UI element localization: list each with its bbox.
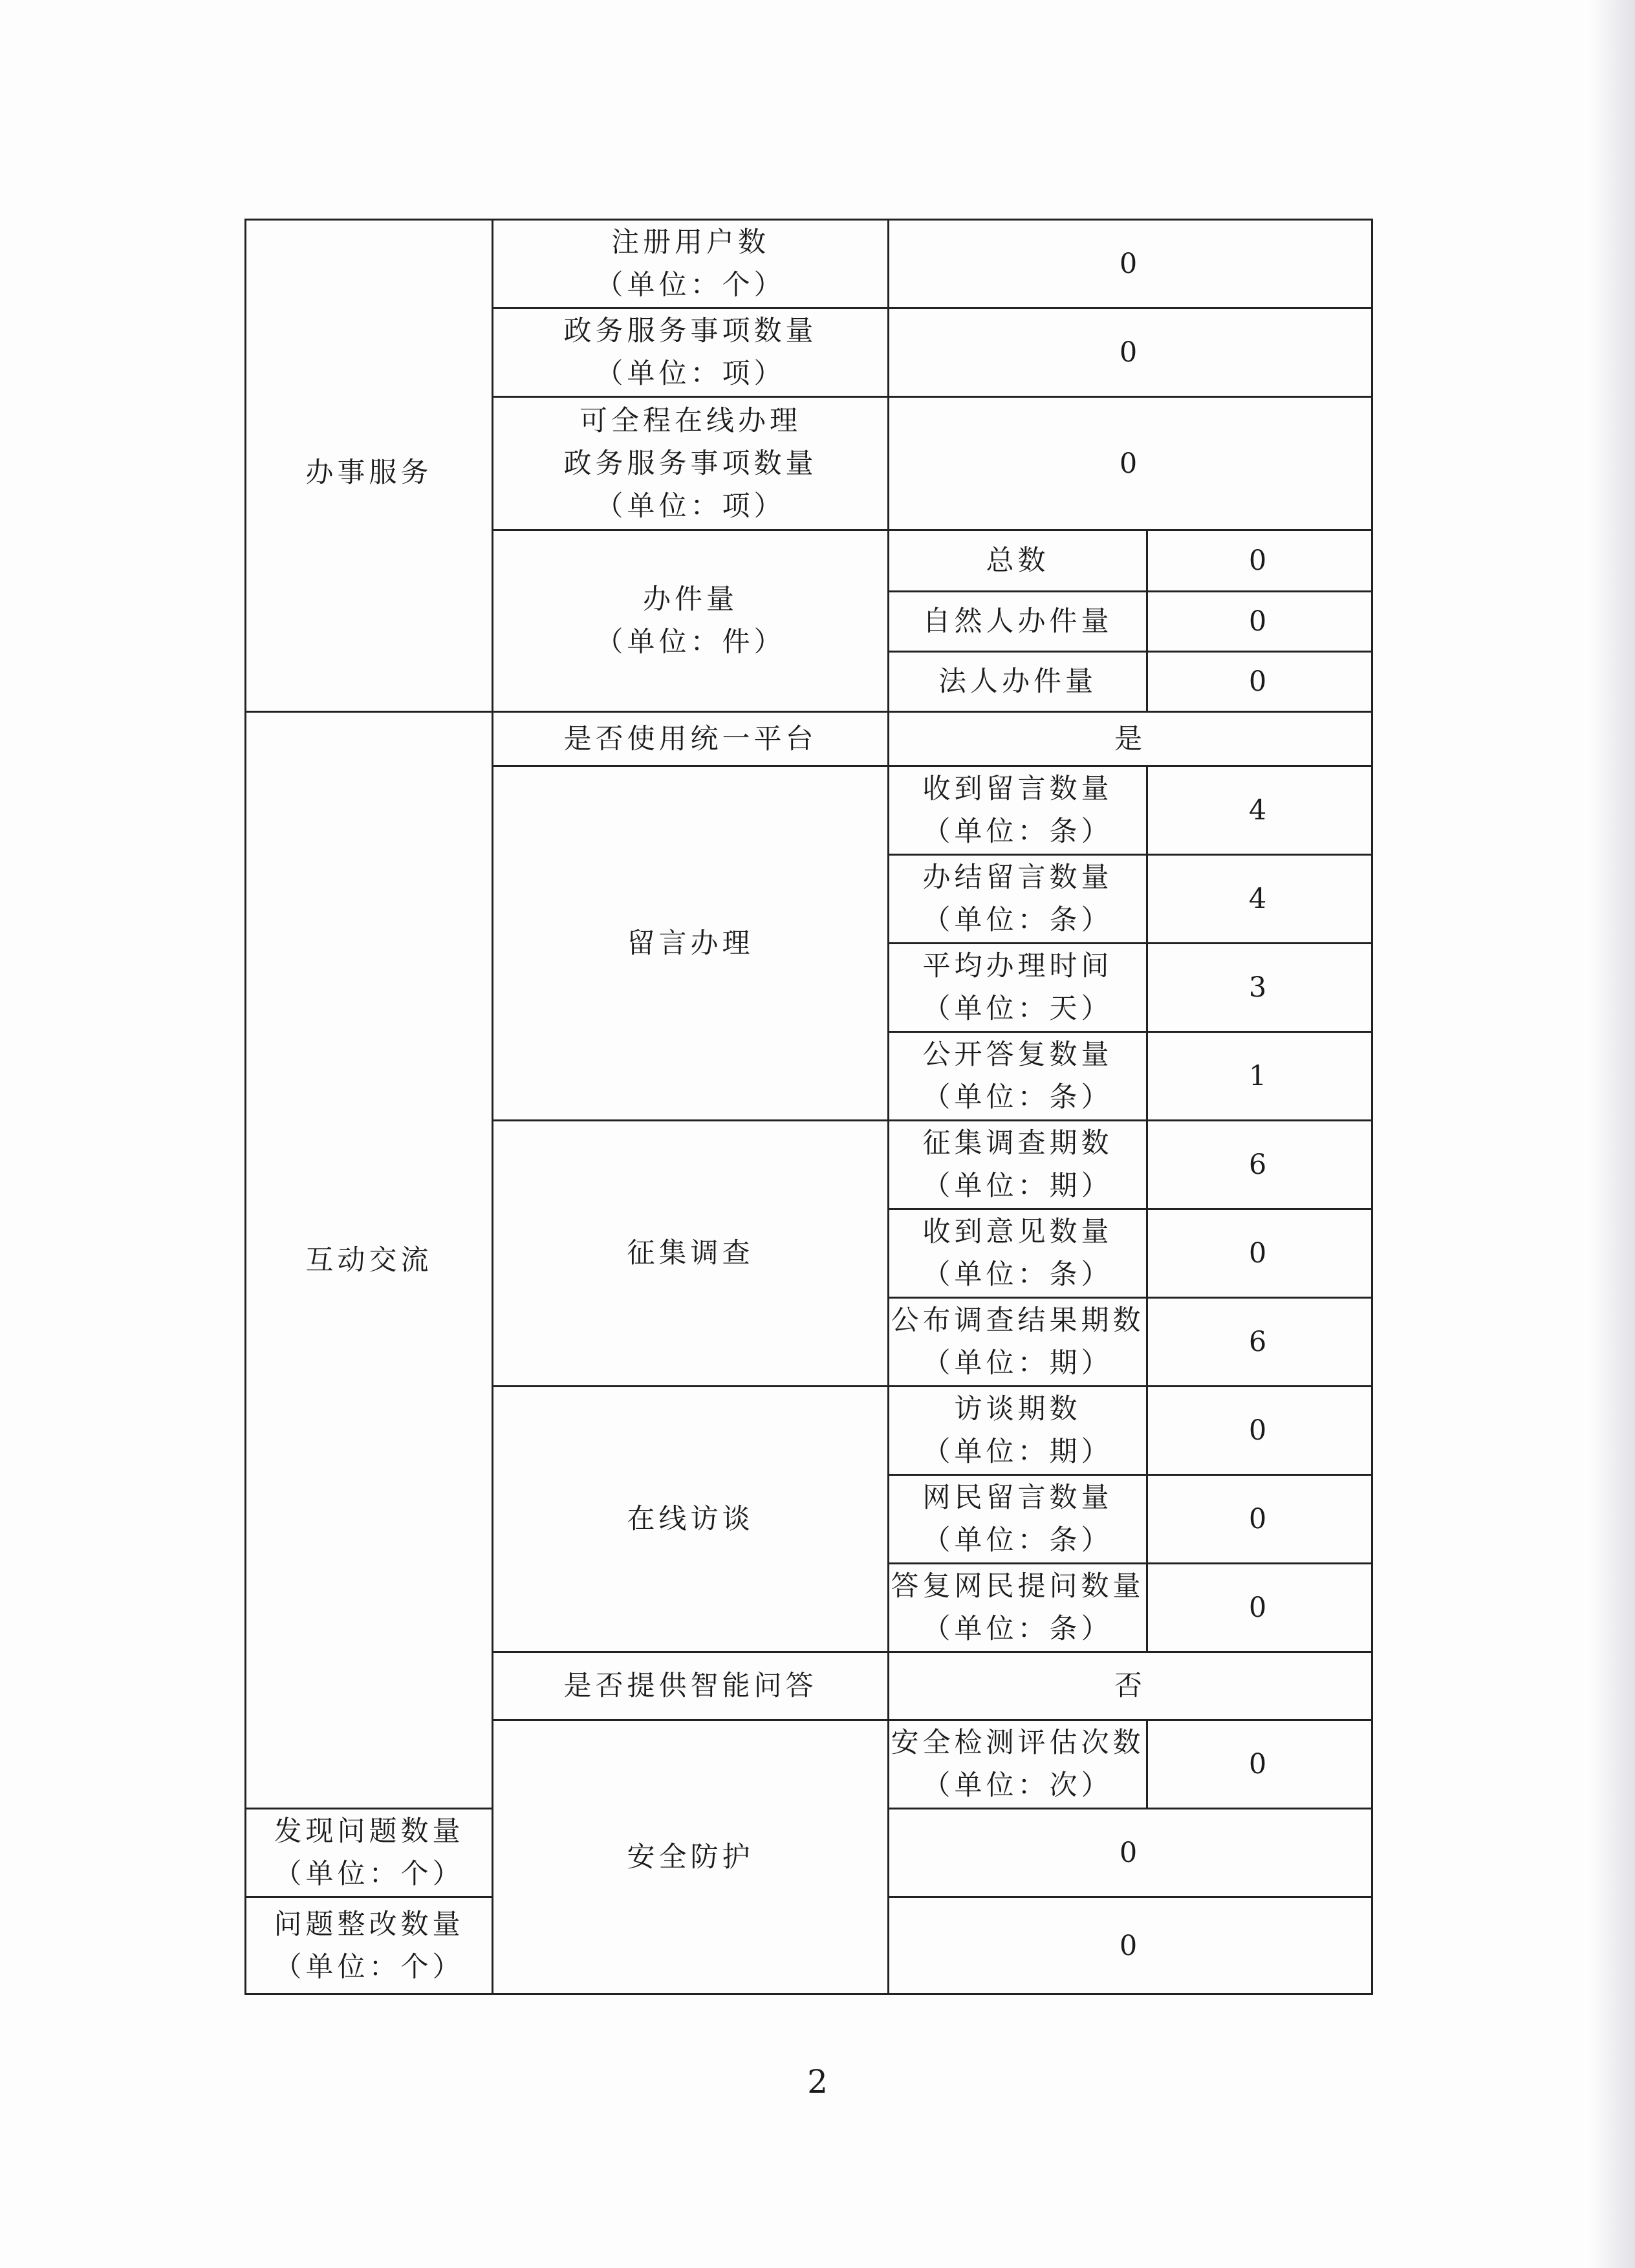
row-label: 安全检测评估次数 （单位：次） <box>889 1720 1147 1809</box>
table-row <box>246 220 1372 308</box>
page-number: 2 <box>807 2063 828 2101</box>
category-interaction: 互动交流 <box>246 712 493 1809</box>
row-value: 0 <box>889 1809 1372 1897</box>
sub-label: 公布调查结果期数 （单位：期） <box>889 1298 1147 1387</box>
sub-label: 法人办件量 <box>889 652 1147 712</box>
sub-value: 0 <box>1147 592 1372 652</box>
sub-value: 6 <box>1147 1121 1372 1209</box>
sub-value: 3 <box>1147 944 1372 1032</box>
sub-label: 征集调查期数 （单位：期） <box>889 1121 1147 1209</box>
table-row <box>246 712 1372 766</box>
row-label: 是否提供智能问答 <box>493 1652 889 1720</box>
sub-value: 0 <box>1147 1387 1372 1475</box>
row-value: 0 <box>889 1897 1372 1994</box>
group-label: 征集调查 <box>493 1121 889 1387</box>
row-label: 注册用户数 （单位：个） <box>493 220 889 308</box>
row-value: 否 <box>889 1652 1372 1720</box>
row-label: 是否使用统一平台 <box>493 712 889 766</box>
sub-label: 自然人办件量 <box>889 592 1147 652</box>
sub-label: 收到意见数量 （单位：条） <box>889 1209 1147 1298</box>
row-value: 0 <box>889 220 1372 308</box>
row-label: 政务服务事项数量 （单位：项） <box>493 308 889 397</box>
sub-value: 4 <box>1147 855 1372 944</box>
sub-label: 收到留言数量 （单位：条） <box>889 766 1147 855</box>
sub-value: 4 <box>1147 766 1372 855</box>
row-value: 0 <box>1147 1720 1372 1809</box>
row-label: 办件量 （单位：件） <box>493 530 889 712</box>
row-value: 是 <box>889 712 1372 766</box>
sub-label: 访谈期数 （单位：期） <box>889 1387 1147 1475</box>
sub-value: 0 <box>1147 1564 1372 1652</box>
sub-value: 1 <box>1147 1032 1372 1121</box>
row-value: 0 <box>889 308 1372 397</box>
sub-label: 总数 <box>889 530 1147 592</box>
sub-value: 0 <box>1147 1475 1372 1564</box>
category-service: 办事服务 <box>246 220 493 712</box>
sub-label: 答复网民提问数量 （单位：条） <box>889 1564 1147 1652</box>
sub-label: 网民留言数量 （单位：条） <box>889 1475 1147 1564</box>
row-value: 0 <box>889 397 1372 530</box>
group-label: 留言办理 <box>493 766 889 1121</box>
sub-label: 办结留言数量 （单位：条） <box>889 855 1147 944</box>
group-label: 在线访谈 <box>493 1387 889 1652</box>
statistics-table <box>244 219 1373 1995</box>
category-security: 安全防护 <box>493 1720 889 1994</box>
sub-value: 0 <box>1147 652 1372 712</box>
sub-label: 公开答复数量 （单位：条） <box>889 1032 1147 1121</box>
row-label: 发现问题数量 （单位：个） <box>246 1809 493 1897</box>
sub-value: 0 <box>1147 1209 1372 1298</box>
sub-value: 0 <box>1147 530 1372 592</box>
row-label: 问题整改数量 （单位：个） <box>246 1897 493 1994</box>
row-label: 可全程在线办理 政务服务事项数量 （单位：项） <box>493 397 889 530</box>
sub-label: 平均办理时间 （单位：天） <box>889 944 1147 1032</box>
sub-value: 6 <box>1147 1298 1372 1387</box>
